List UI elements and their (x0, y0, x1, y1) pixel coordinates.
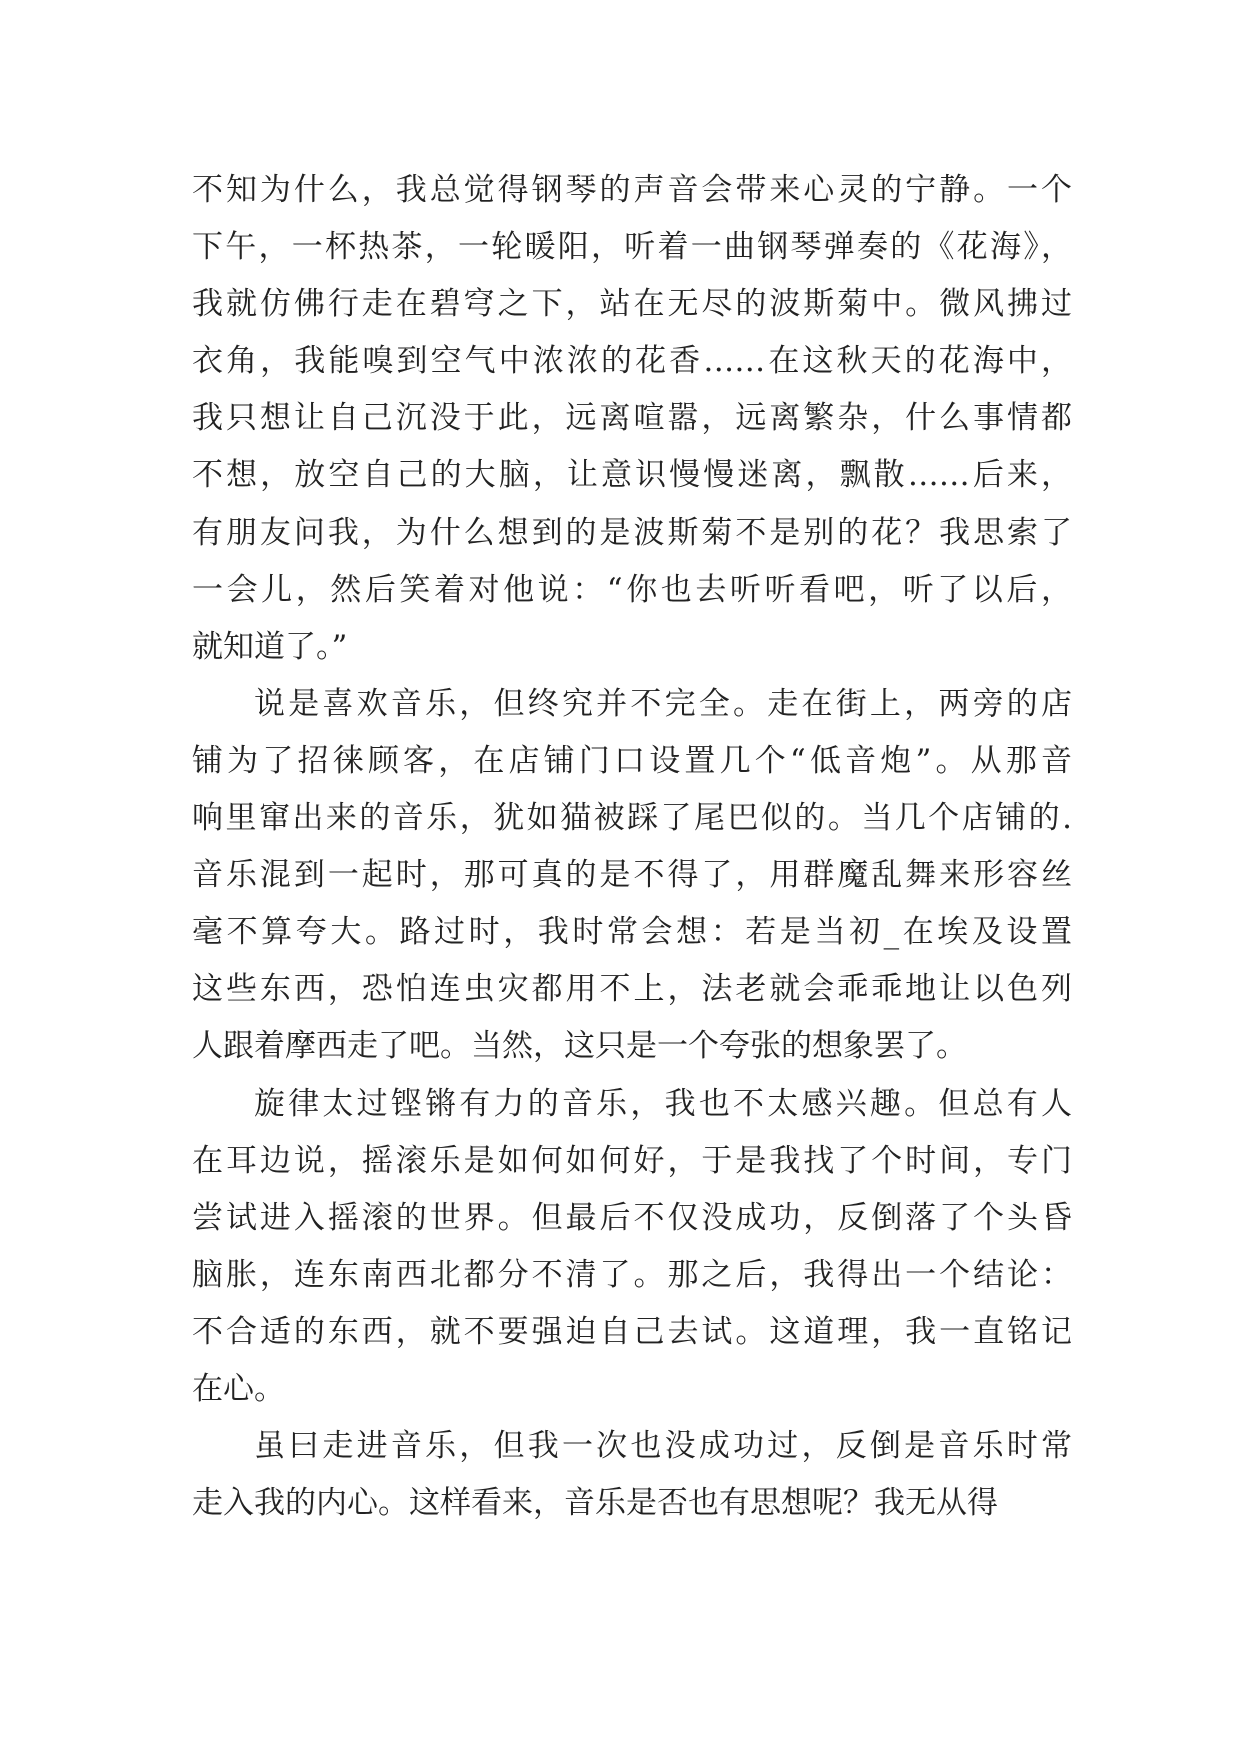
text-line: 旋律太过铿锵有力的音乐，我也不太感兴趣。但总有人 (254, 1085, 1072, 1122)
text-line: 脑胀，连东南西北都分不清了。那之后，我得出一个结论： (192, 1256, 1072, 1293)
text-line: 响里窜出来的音乐，犹如猫被踩了尾巴似的。当几个店铺的. (192, 800, 1072, 837)
text-line: 毫不算夸大。路过时，我时常会想：若是当初_在埃及设置 (192, 914, 1072, 951)
text-line: 我就仿佛行走在碧穹之下，站在无尽的波斯菊中。微风拂过 (192, 286, 1072, 323)
body-text (192, 162, 1072, 1532)
text-line: 有朋友问我，为什么想到的是波斯菊不是别的花？我思索了 (192, 514, 1072, 551)
text-line: 我只想让自己沉没于此，远离喧嚣，远离繁杂，什么事情都 (192, 400, 1072, 437)
text-line: 走入我的内心。这样看来，音乐是否也有思想呢？我无从得 (192, 1485, 998, 1522)
text-line: 就知道了。” (192, 628, 348, 665)
paragraph (192, 1418, 1072, 1532)
paragraph (192, 162, 1072, 676)
text-line: 铺为了招徕顾客，在店铺门口设置几个“低音炮”。从那音 (192, 742, 1072, 779)
text-line: 不合适的东西，就不要强迫自己去试。这道理，我一直铭记 (192, 1313, 1072, 1350)
paragraph (192, 1076, 1072, 1419)
text-line: 一会儿，然后笑着对他说：“你也去听听看吧，听了以后， (192, 571, 1072, 608)
text-line: 说是喜欢音乐，但终究并不完全。走在街上，两旁的店 (254, 685, 1072, 722)
text-line: 音乐混到一起时，那可真的是不得了，用群魔乱舞来形容丝 (192, 857, 1072, 894)
text-line: 不想，放空自己的大脑，让意识慢慢迷离，飘散……后来， (192, 457, 1072, 494)
text-line: 虽曰走进音乐，但我一次也没成功过，反倒是音乐时常 (254, 1428, 1072, 1465)
paragraph (192, 676, 1072, 1076)
text-line: 在心。 (192, 1370, 285, 1407)
text-line: 这些东西，恐怕连虫灾都用不上，法老就会乖乖地让以色列 (192, 971, 1072, 1008)
text-line: 人跟着摩西走了吧。当然，这只是一个夸张的想象罢了。 (192, 1028, 967, 1065)
text-line: 下午，一杯热茶，一轮暖阳，听着一曲钢琴弹奏的《花海》， (192, 229, 1072, 266)
text-line: 在耳边说，摇滚乐是如何如何好，于是我找了个时间，专门 (192, 1142, 1072, 1179)
text-line: 衣角，我能嗅到空气中浓浓的花香……在这秋天的花海中， (192, 343, 1072, 380)
text-line: 不知为什么，我总觉得钢琴的声音会带来心灵的宁静。一个 (192, 172, 1072, 208)
text-line: 尝试进入摇滚的世界。但最后不仅没成功，反倒落了个头昏 (192, 1199, 1072, 1236)
